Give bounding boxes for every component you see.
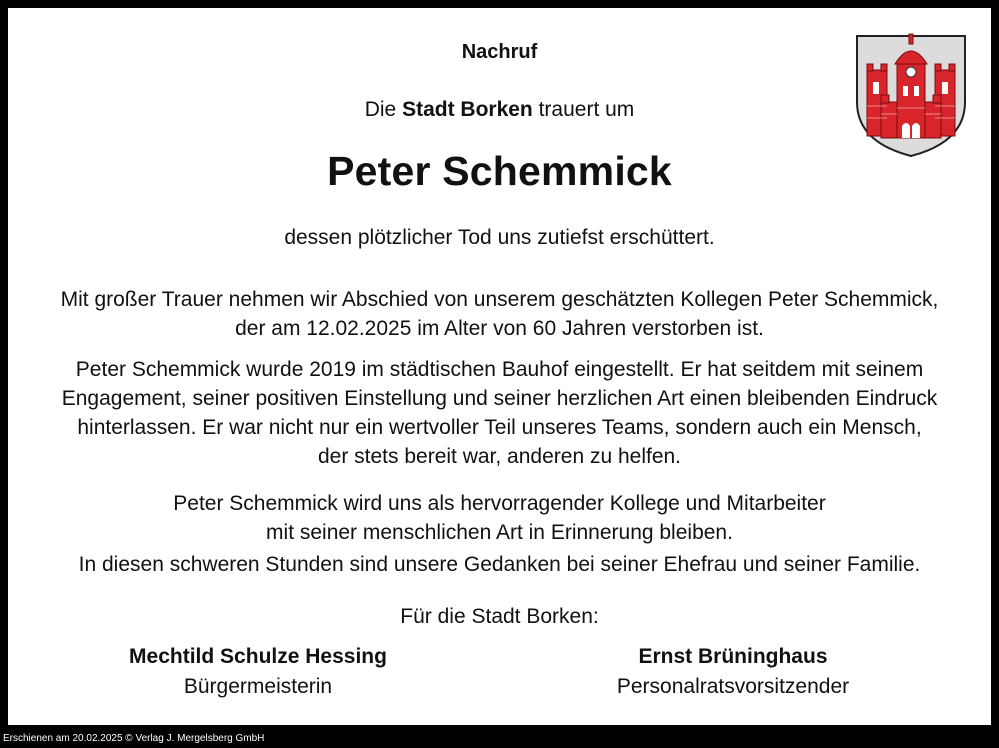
paragraph-line: Engagement, seiner positiven Einstellung und seiner herzlichen Art einen bleibenden Eindruck (61, 387, 938, 410)
paragraph-line: In diesen schweren Stunden sind unsere Gedanken bei seiner Ehefrau und seiner Familie. (78, 553, 921, 576)
intro-org: Stadt Borken (402, 98, 533, 121)
signatory-name: Ernst Brüninghaus (638, 645, 828, 668)
intro-prefix: Die (364, 98, 403, 121)
paragraph-line: der stets bereit war, anderen zu helfen. (317, 445, 682, 468)
signatory-role: Bürgermeisterin (183, 675, 333, 698)
paragraph-line: Peter Schemmick wurde 2019 im städtischen Bauhof eingestellt. Er hat seitdem mit seinem (75, 358, 924, 381)
signatory-role: Personalratsvorsitzender (616, 675, 850, 698)
borken-coat-of-arms-icon (851, 30, 971, 160)
obituary-notice (8, 8, 991, 725)
intro-suffix: trauert um (532, 98, 635, 121)
paragraph-1 (8, 285, 991, 343)
paragraph-line: mit seiner menschlichen Art in Erinnerung bleiben. (266, 521, 733, 544)
paragraph-3 (8, 489, 991, 547)
paragraph-line: der am 12.02.2025 im Alter von 60 Jahren verstorben ist. (235, 317, 764, 340)
intro-line (8, 98, 991, 122)
notice-heading: Nachruf (461, 41, 538, 63)
paragraph-4 (8, 550, 991, 579)
paragraph-line: Peter Schemmick wird uns als hervorragender Kollege und Mitarbeiter (173, 492, 826, 515)
subline: dessen plötzlicher Tod uns zutiefst erschüttert. (284, 226, 715, 249)
signoff-line: Für die Stadt Borken: (400, 605, 599, 628)
signatory-left (108, 642, 408, 702)
signatory-name: Mechtild Schulze Hessing (129, 645, 387, 668)
paragraph-line: hinterlassen. Er war nicht nur ein wertvoller Teil unseres Teams, sondern auch ein Mensch, (77, 416, 922, 439)
signatory-right (593, 642, 873, 702)
paragraph-2 (8, 355, 991, 471)
deceased-name: Peter Schemmick (327, 148, 672, 194)
paragraph-line: Mit großer Trauer nehmen wir Abschied von unserem geschätzten Kollegen Peter Schemmick, (60, 288, 939, 311)
publication-footer: Erschienen am 20.02.2025 © Verlag J. Mergelsberg GmbH (3, 733, 265, 744)
